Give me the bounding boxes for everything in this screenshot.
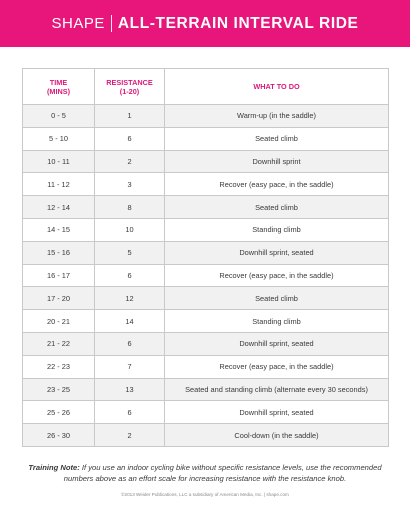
table-row <box>23 310 389 333</box>
cell-time: 25 - 26 <box>23 401 95 424</box>
table-header-row <box>23 69 389 105</box>
cell-resistance: 14 <box>95 310 165 333</box>
cell-time: 10 - 11 <box>23 150 95 173</box>
table-body <box>23 105 389 447</box>
cell-what-to-do: Standing climb <box>165 218 389 241</box>
cell-resistance: 8 <box>95 196 165 219</box>
page-title: ALL-TERRAIN INTERVAL RIDE <box>117 14 359 32</box>
table-row <box>23 173 389 196</box>
cell-resistance: 7 <box>95 355 165 378</box>
cell-resistance: 6 <box>95 332 165 355</box>
cell-time: 20 - 21 <box>23 310 95 333</box>
cell-what-to-do: Standing climb <box>165 310 389 333</box>
cell-resistance: 3 <box>95 173 165 196</box>
cell-resistance: 1 <box>95 105 165 128</box>
cell-resistance: 5 <box>95 241 165 264</box>
header-divider <box>111 15 112 32</box>
cell-time: 0 - 5 <box>23 105 95 128</box>
cell-time: 22 - 23 <box>23 355 95 378</box>
cell-resistance: 2 <box>95 424 165 447</box>
table-row <box>23 127 389 150</box>
cell-what-to-do: Seated climb <box>165 127 389 150</box>
cell-what-to-do: Recover (easy pace, in the saddle) <box>165 173 389 196</box>
cell-what-to-do: Downhill sprint, seated <box>165 332 389 355</box>
interval-table <box>22 68 389 447</box>
cell-time: 11 - 12 <box>23 173 95 196</box>
column-header-what-to-do: WHAT TO DO <box>165 69 389 105</box>
cell-resistance: 12 <box>95 287 165 310</box>
cell-what-to-do: Seated climb <box>165 196 389 219</box>
cell-time: 23 - 25 <box>23 378 95 401</box>
column-header-resistance: RESISTANCE (1-20) <box>95 69 165 105</box>
training-note-label: Training Note: <box>28 463 80 472</box>
cell-what-to-do: Warm-up (in the saddle) <box>165 105 389 128</box>
table-row <box>23 287 389 310</box>
cell-what-to-do: Recover (easy pace, in the saddle) <box>165 355 389 378</box>
cell-time: 16 - 17 <box>23 264 95 287</box>
table-row <box>23 264 389 287</box>
copyright-footer: ©2013 Weider Publications, LLC a subsidiary of American Media, Inc. | shape.com <box>121 492 289 497</box>
cell-resistance: 2 <box>95 150 165 173</box>
training-note <box>20 463 390 484</box>
table-row <box>23 105 389 128</box>
cell-what-to-do: Downhill sprint, seated <box>165 401 389 424</box>
table-row <box>23 241 389 264</box>
table-row <box>23 196 389 219</box>
cell-what-to-do: Cool-down (in the saddle) <box>165 424 389 447</box>
table-row <box>23 332 389 355</box>
cell-what-to-do: Recover (easy pace, in the saddle) <box>165 264 389 287</box>
cell-resistance: 6 <box>95 264 165 287</box>
cell-time: 14 - 15 <box>23 218 95 241</box>
cell-what-to-do: Downhill sprint <box>165 150 389 173</box>
cell-what-to-do: Seated and standing climb (alternate every 30 seconds) <box>165 378 389 401</box>
table-row <box>23 424 389 447</box>
page-header <box>0 0 410 47</box>
table-row <box>23 218 389 241</box>
column-header-time: TIME (MINS) <box>23 69 95 105</box>
table-row <box>23 378 389 401</box>
cell-what-to-do: Seated climb <box>165 287 389 310</box>
cell-time: 17 - 20 <box>23 287 95 310</box>
table-row <box>23 401 389 424</box>
cell-time: 26 - 30 <box>23 424 95 447</box>
cell-resistance: 13 <box>95 378 165 401</box>
cell-resistance: 6 <box>95 127 165 150</box>
cell-time: 5 - 10 <box>23 127 95 150</box>
cell-resistance: 6 <box>95 401 165 424</box>
cell-time: 12 - 14 <box>23 196 95 219</box>
cell-time: 15 - 16 <box>23 241 95 264</box>
table-row <box>23 355 389 378</box>
training-note-text: If you use an indoor cycling bike without specific resistance levels, use the recommended numbers above as an effort scale for increasing resistance with the resistance knob. <box>63 463 382 483</box>
table-row <box>23 150 389 173</box>
cell-resistance: 10 <box>95 218 165 241</box>
cell-what-to-do: Downhill sprint, seated <box>165 241 389 264</box>
cell-time: 21 - 22 <box>23 332 95 355</box>
brand-logo: SHAPE <box>51 15 105 32</box>
